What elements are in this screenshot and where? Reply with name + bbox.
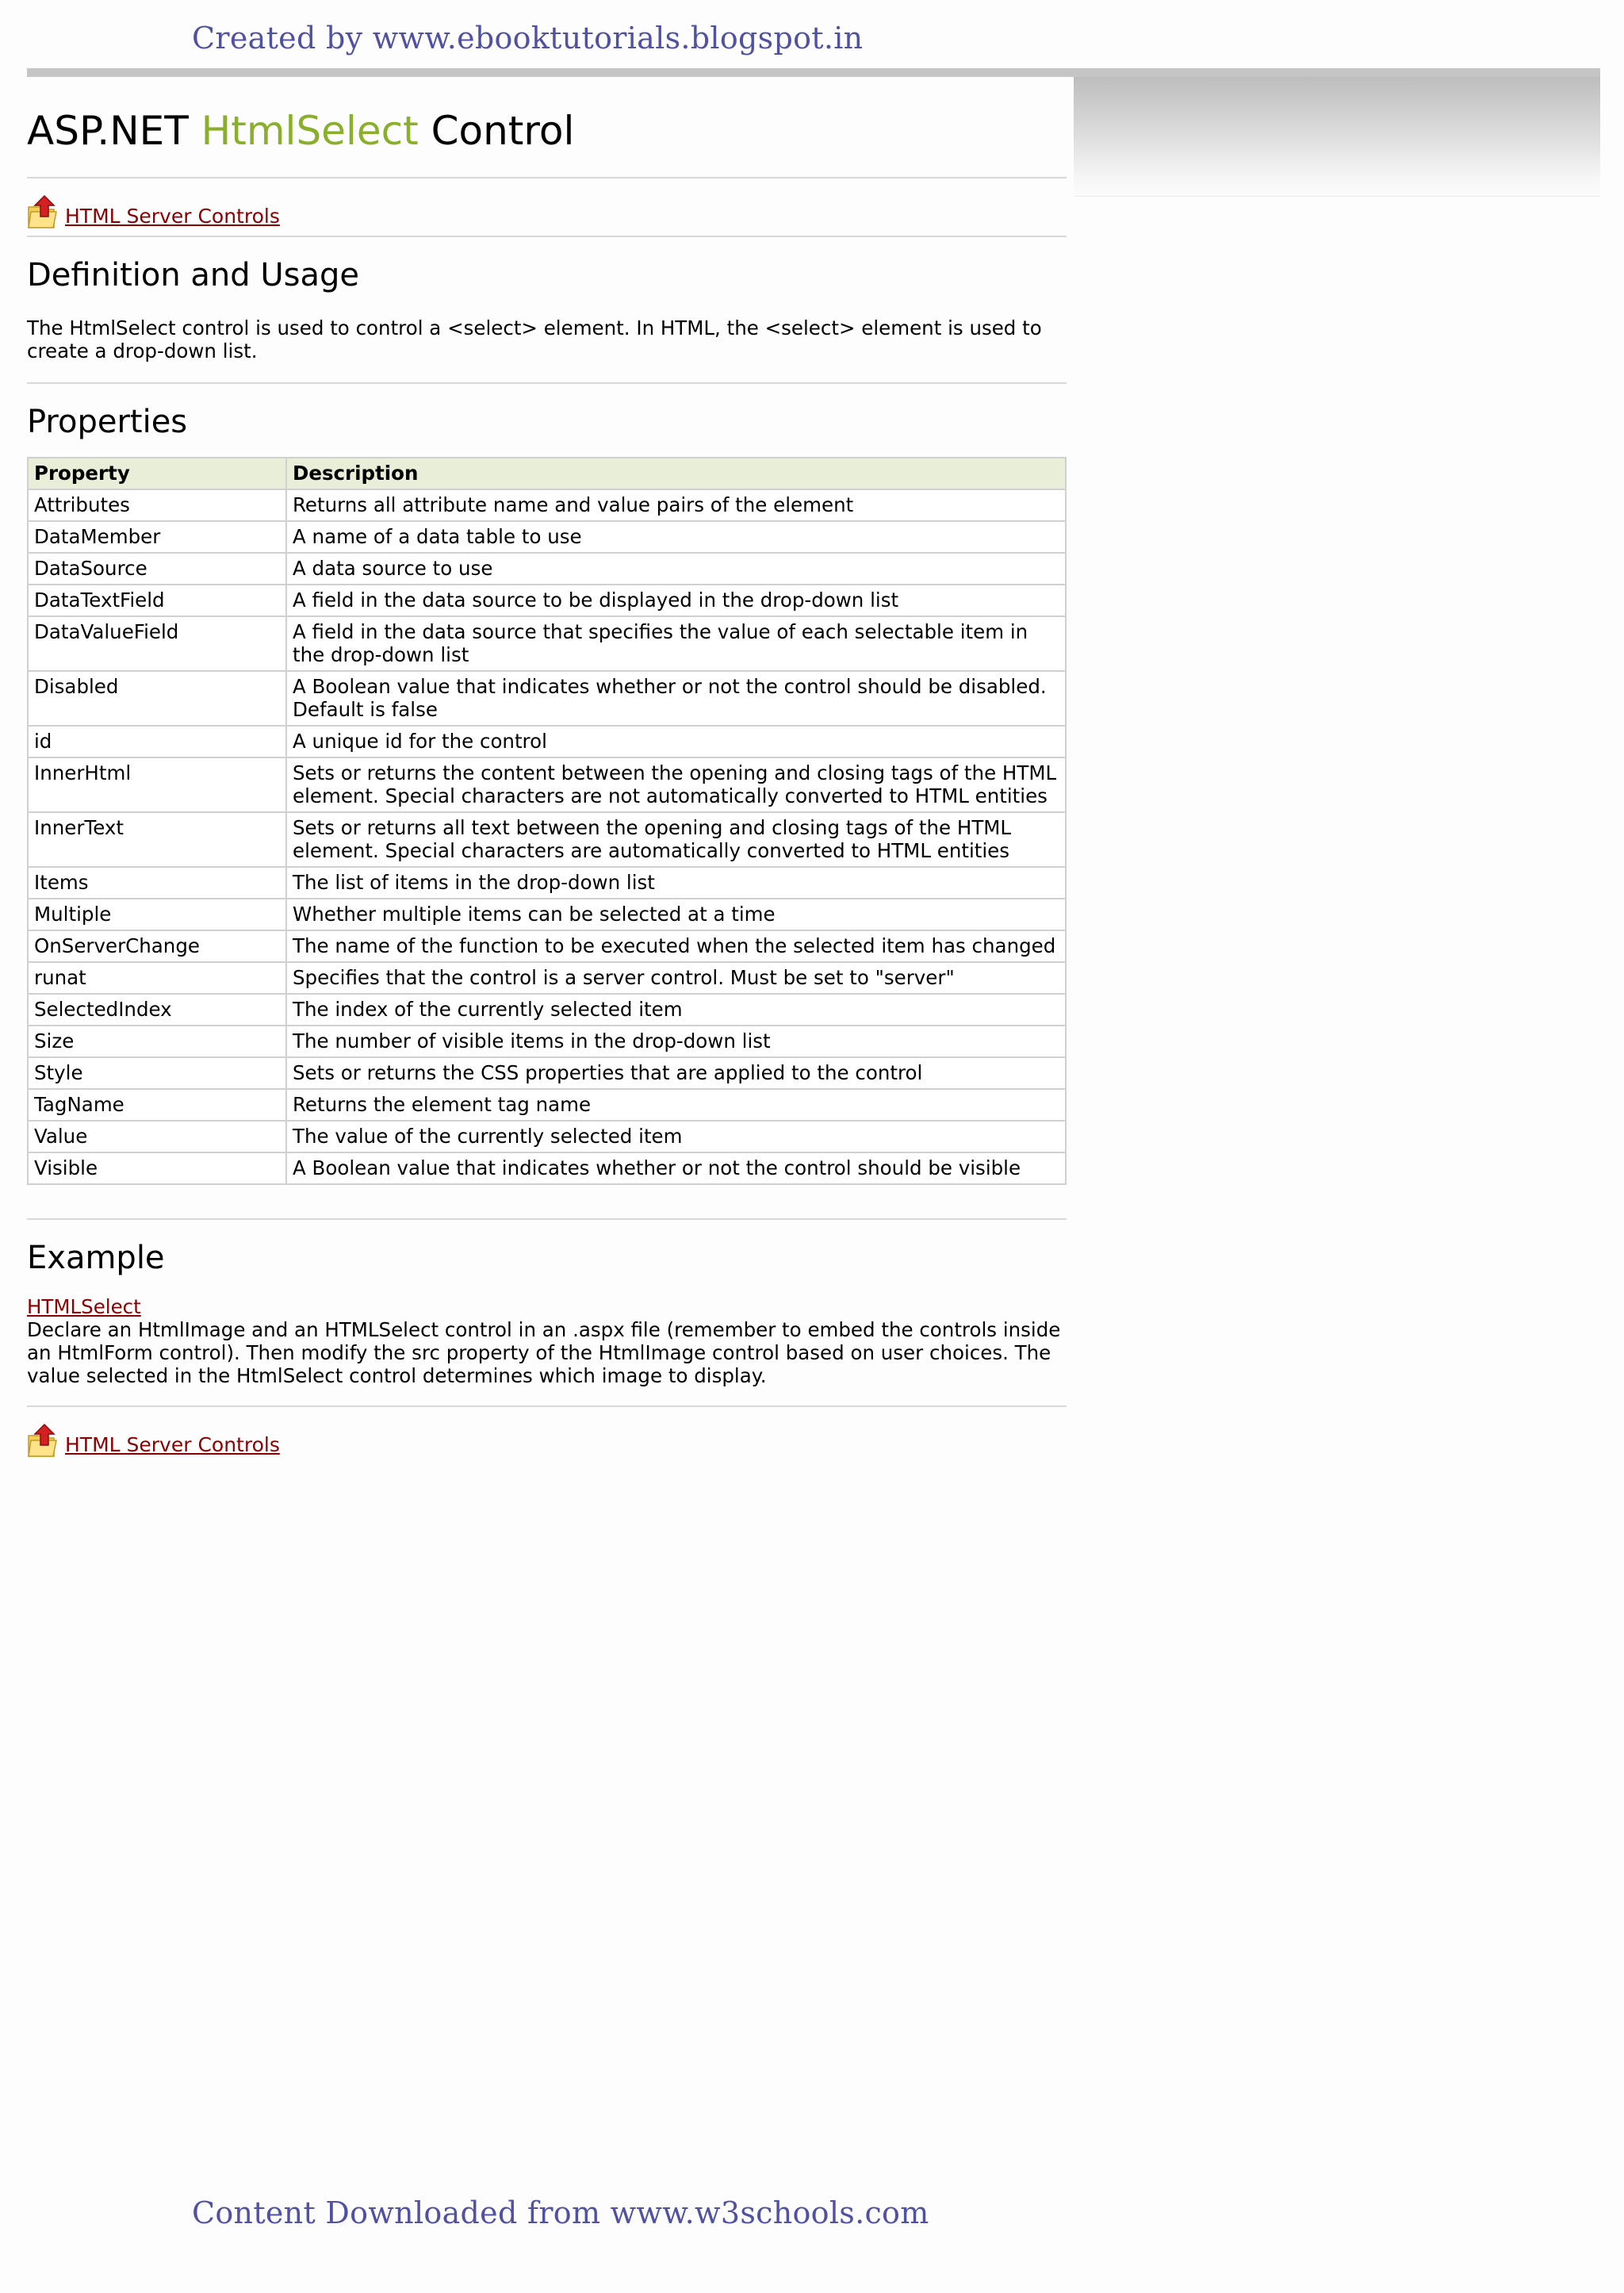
table-row [28,585,1066,616]
property-description: A unique id for the control [286,726,1066,757]
table-row [28,671,1066,726]
table-row [28,867,1066,899]
table-row [28,489,1066,521]
property-name: DataValueField [28,616,286,671]
example-heading: Example [27,1240,165,1276]
table-row [28,1026,1066,1057]
property-description: Sets or returns the content between the opening and closing tags of the HTML element. Special characters are not automatically converted to HTML entities [286,757,1066,812]
table-row [28,553,1066,585]
example-text: Declare an HtmlImage and an HTMLSelect control in an .aspx file (remember to embed the controls inside an HtmlForm control). Then modify the src property of the HtmlImage control based on user choices. The value selected in the HtmlSelect control determines which image to display. [27,1318,1061,1387]
htmlselect-example-link[interactable]: HTMLSelect [27,1295,141,1318]
property-name: SelectedIndex [28,994,286,1026]
property-description: The value of the currently selected item [286,1121,1066,1152]
properties-heading: Properties [27,404,188,440]
property-description: A field in the data source that specifies the value of each selectable item in the drop-down list [286,616,1066,671]
property-name: DataSource [28,553,286,585]
table-row [28,994,1066,1026]
column-header-description: Description [286,458,1066,489]
property-description: The name of the function to be executed when the selected item has changed [286,930,1066,962]
property-name: id [28,726,286,757]
property-name: runat [28,962,286,994]
properties-table [27,457,1067,1185]
property-description: The index of the currently selected item [286,994,1066,1026]
footer-credit: Content Downloaded from www.w3schools.com [192,2195,929,2230]
property-description: The number of visible items in the drop-down list [286,1026,1066,1057]
html-server-controls-link[interactable]: HTML Server Controls [65,1433,280,1456]
property-description: Specifies that the control is a server control. Must be set to "server" [286,962,1066,994]
table-row [28,757,1066,812]
property-description: Returns all attribute name and value pairs of the element [286,489,1066,521]
header-gradient-panel [1074,77,1600,197]
table-header-row [28,458,1066,489]
folder-up-arrow-icon [27,193,59,229]
property-description: Sets or returns all text between the opening and closing tags of the HTML element. Special characters are automatically converted to HTML entities [286,812,1066,867]
page-title [27,77,1067,177]
property-name: Multiple [28,899,286,930]
property-description: A Boolean value that indicates whether or not the control should be visible [286,1152,1066,1184]
property-description: A Boolean value that indicates whether or not the control should be disabled. Default is false [286,671,1066,726]
table-row [28,616,1066,671]
property-name: Value [28,1121,286,1152]
nav-link-bottom[interactable] [27,1407,1067,1464]
title-prefix: ASP.NET [27,108,201,154]
table-row [28,812,1066,867]
definition-text: The HtmlSelect control is used to control a <select> element. In HTML, the <select> element is used to create a drop-down list. [27,316,1042,362]
property-name: Size [28,1026,286,1057]
title-suffix: Control [418,108,575,154]
top-divider-bar [27,68,1600,77]
table-row [28,1057,1066,1089]
definition-heading: Definition and Usage [27,257,360,293]
property-description: Sets or returns the CSS properties that are applied to the control [286,1057,1066,1089]
title-highlight: HtmlSelect [201,108,419,154]
property-name: TagName [28,1089,286,1121]
table-row [28,521,1066,553]
property-name: OnServerChange [28,930,286,962]
table-row [28,962,1066,994]
column-header-property: Property [28,458,286,489]
html-server-controls-link[interactable]: HTML Server Controls [65,205,280,228]
header-credit: Created by www.ebooktutorials.blogspot.in [192,21,864,56]
property-name: InnerHtml [28,757,286,812]
main-content [27,77,1067,1464]
property-name: Attributes [28,489,286,521]
property-description: Whether multiple items can be selected at a time [286,899,1066,930]
property-name: DataTextField [28,585,286,616]
table-row [28,899,1066,930]
property-name: Items [28,867,286,899]
table-row [28,1089,1066,1121]
property-name: InnerText [28,812,286,867]
table-row [28,1121,1066,1152]
property-description: A data source to use [286,553,1066,585]
table-row [28,726,1066,757]
table-row [28,930,1066,962]
property-description: Returns the element tag name [286,1089,1066,1121]
property-description: The list of items in the drop-down list [286,867,1066,899]
property-name: Visible [28,1152,286,1184]
table-row [28,1152,1066,1184]
property-description: A name of a data table to use [286,521,1066,553]
property-description: A field in the data source to be displayed in the drop-down list [286,585,1066,616]
property-name: Style [28,1057,286,1089]
property-name: DataMember [28,521,286,553]
property-name: Disabled [28,671,286,726]
nav-link-top[interactable] [27,178,1067,236]
folder-up-arrow-icon [27,1421,59,1458]
